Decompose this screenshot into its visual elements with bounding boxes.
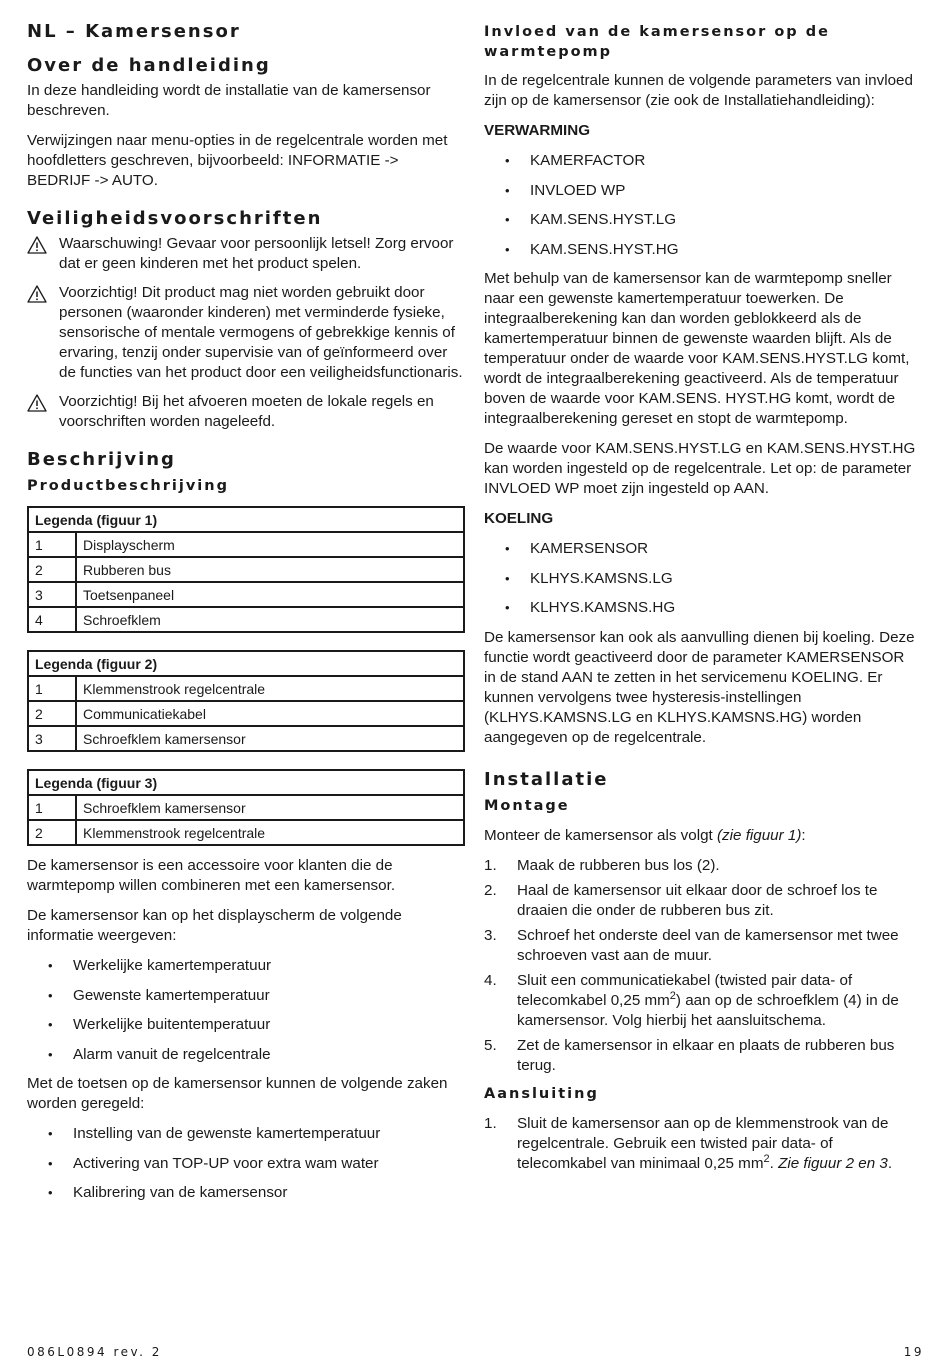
table-row: 1 Displayscherm: [28, 532, 464, 557]
list-item: • KAMERFACTOR: [484, 151, 918, 171]
list-item: • Werkelijke kamertemperatuur: [27, 956, 465, 976]
cooling-parameter-list: [484, 539, 918, 618]
table-row: 2 Communicatiekabel: [28, 701, 464, 726]
legend-table-figure-3: [27, 769, 465, 846]
paragraph: De kamersensor is een accessoire voor klanten die de warmtepomp willen combineren met een kamersensor.: [27, 857, 396, 894]
subsection-title-connection: Aansluiting: [484, 1085, 599, 1102]
controls-list: [27, 1124, 465, 1203]
paragraph: In deze handleiding wordt de installatie van de kamersensor beschreven.: [27, 82, 431, 119]
connection-steps: [484, 1114, 918, 1174]
warning-text: Voorzichtig! Bij het afvoeren moeten de lokale regels en voorschriften worden nageleefd.: [59, 393, 434, 430]
section-title-description: Beschrijving: [27, 449, 176, 470]
figure-reference: Zie figuur 2 en 3: [778, 1154, 888, 1172]
table-header: Legenda (figuur 2): [28, 651, 464, 676]
list-item: • Instelling van de gewenste kamertemperatuur: [27, 1124, 465, 1144]
left-column: [27, 22, 465, 1213]
list-item: • KAM.SENS.HYST.HG: [484, 240, 918, 260]
list-item: 1. Maak de rubberen bus los (2).: [484, 856, 720, 874]
heating-label: VERWARMING: [484, 122, 591, 139]
document-code: 086L0894 rev. 2: [27, 1345, 162, 1359]
list-item: 4. Sluit een communicatiekabel (twisted pair data- of telecomkabel 0,25 $mm^2$) aan op de schroefklem (4) in de kamersensor. Volg hierbij het aansluitschema.: [484, 971, 899, 1029]
paragraph: De kamersensor kan ook als aanvulling dienen bij koeling. Deze functie wordt geactiveerd door de parameter KAMERSENSOR in de stand AAN te zetten in het servicemenu KOELING. Er kunnen vervolgens twee hysteresis-instellingen (KLHYS.KAMSNS.LG en KLHYS.KAMSNS.HG) worden aangegeven op de regelcentrale.: [484, 628, 915, 746]
table-row: 1 Klemmenstrook regelcentrale: [28, 676, 464, 701]
paragraph: De kamersensor kan op het displayscherm de volgende informatie weergeven:: [27, 907, 402, 944]
list-item: 2. Haal de kamersensor uit elkaar door de schroef los te draaien die onder de rubberen bus zit.: [484, 881, 878, 919]
section-title-installation: Installatie: [484, 768, 609, 790]
right-column: [484, 22, 918, 1182]
paragraph: Met de toetsen op de kamersensor kunnen de volgende zaken worden geregeld:: [27, 1075, 448, 1112]
list-item: • KAMERSENSOR: [484, 539, 918, 559]
warning-item: [27, 392, 465, 432]
list-item: 1. Sluit de kamersensor aan op de klemmenstrook van de regelcentrale. Gebruik een twisted pair data- of telecomkabel van minimaal 0,25 $mm^2$. Zie figuur 2 en 3.: [484, 1114, 893, 1172]
table-row: 3 Toetsenpaneel: [28, 582, 464, 607]
list-item: • KAM.SENS.HYST.LG: [484, 210, 918, 230]
paragraph: Verwijzingen naar menu-opties in de regelcentrale worden met hoofdletters geschreven, bijvoorbeeld: INFORMATIE -> BEDRIJF -> AUTO.: [27, 132, 448, 189]
paragraph: De waarde voor KAM.SENS.HYST.LG en KAM.SENS.HYST.HG kan worden ingesteld op de regelcentrale. Let op: de parameter INVLOED WP moet zijn ingesteld op AAN.: [484, 440, 916, 497]
page-title: NL – Kamersensor: [27, 21, 241, 42]
table-header: Legenda (figuur 1): [28, 507, 464, 532]
list-item: 5. Zet de kamersensor in elkaar en plaats de rubberen bus terug.: [484, 1036, 895, 1074]
table-row: 1 Schroefklem kamersensor: [28, 795, 464, 820]
display-info-list: [27, 956, 465, 1065]
list-item: • INVLOED WP: [484, 181, 918, 201]
warning-item: [27, 234, 465, 274]
page-number: 19: [903, 1345, 924, 1359]
list-item: • Werkelijke buitentemperatuur: [27, 1015, 465, 1035]
table-row: 2 Klemmenstrook regelcentrale: [28, 820, 464, 845]
paragraph: In de regelcentrale kunnen de volgende parameters van invloed zijn op de kamersensor (zie ook de Installatiehandleiding):: [484, 72, 913, 109]
table-row: 2 Rubberen bus: [28, 557, 464, 582]
warning-item: [27, 283, 465, 383]
section-title-manual: Over de handleiding: [27, 55, 271, 76]
subsection-title-product: Productbeschrijving: [27, 478, 229, 494]
heating-parameter-list: [484, 151, 918, 260]
mounting-steps: [484, 856, 918, 1076]
table-row: 4 Schroefklem: [28, 607, 464, 632]
warning-text: Waarschuwing! Gevaar voor persoonlijk letsel! Zorg ervoor dat er geen kinderen met het product spelen.: [59, 235, 454, 272]
paragraph: Met behulp van de kamersensor kan de warmtepomp sneller naar een gewenste kamertemperatuur toewerken. De integraalberekening kan dan worden geblokkeerd als de kamertemperatuur binnen de gewenste waarden blijft. Als de temperatuur onder de waarde voor KAM.SENS.HYST.LG komt, wordt de integraalberekening geactiveerd. Als de temperatuur boven de waarde voor KAM.SENS. HYST.HG komt, wordt de integraalberekening gereset en stopt de warmtepomp.: [484, 270, 910, 427]
legend-table-figure-1: [27, 506, 465, 633]
list-item: • Alarm vanuit de regelcentrale: [27, 1045, 465, 1065]
list-item: • Kalibrering van de kamersensor: [27, 1183, 465, 1203]
cooling-label: KOELING: [484, 510, 554, 527]
list-item: • KLHYS.KAMSNS.HG: [484, 598, 918, 618]
section-title-safety: Veiligheidsvoorschriften: [27, 208, 323, 229]
list-item: • KLHYS.KAMSNS.LG: [484, 569, 918, 589]
warning-icon: [27, 394, 47, 412]
subsection-title-mounting: Montage: [484, 797, 570, 814]
list-item: • Activering van TOP-UP voor extra wam water: [27, 1154, 465, 1174]
warning-icon: [27, 285, 47, 303]
warning-icon: [27, 236, 47, 254]
table-header: Legenda (figuur 3): [28, 770, 464, 795]
list-item: 3. Schroef het onderste deel van de kamersensor met twee schroeven vast aan de muur.: [484, 926, 899, 964]
table-row: 3 Schroefklem kamersensor: [28, 726, 464, 751]
list-item: • Gewenste kamertemperatuur: [27, 986, 465, 1006]
subsection-title-influence: Invloed van de kamersensor op de warmtepomp: [484, 24, 830, 60]
warning-text: Voorzichtig! Dit product mag niet worden gebruikt door personen (waaronder kinderen) met verminderde fysieke, sensorische of mentale vermogens of gebrekkige kennis of ervaring, tenzij onder supervisie van of geïnformeerd over de functies van het product door een veiligheidsfunctionaris.: [59, 284, 463, 381]
legend-table-figure-2: [27, 650, 465, 752]
paragraph: Monteer de kamersensor als volgt (zie figuur 1):: [484, 826, 806, 844]
figure-reference: (zie figuur 1): [717, 826, 802, 844]
